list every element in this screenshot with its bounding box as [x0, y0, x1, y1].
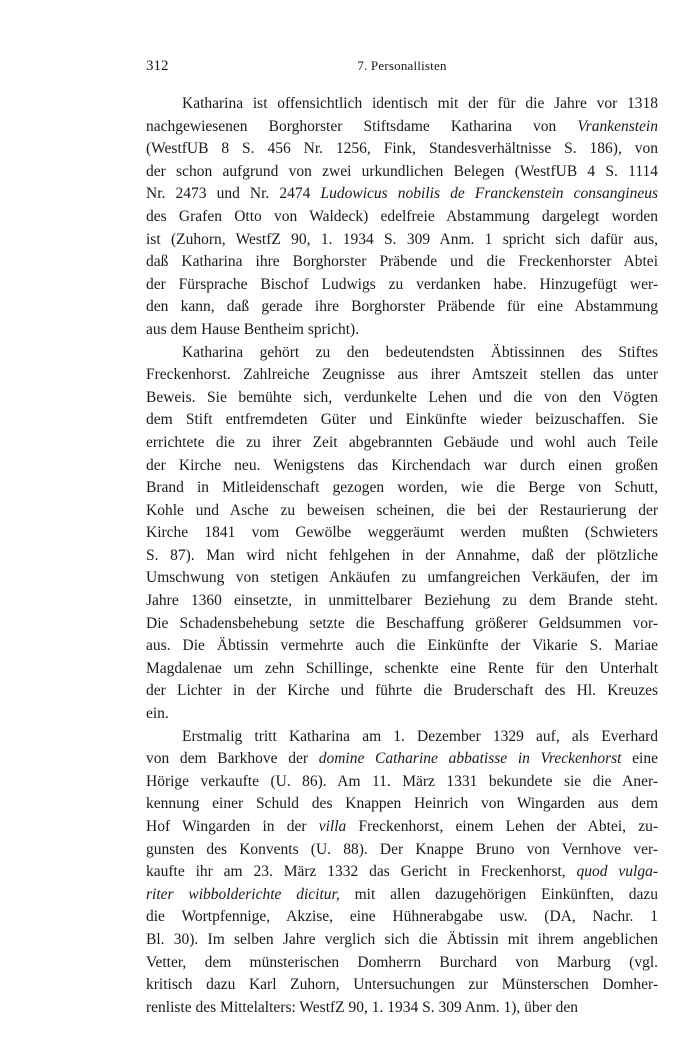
page-number: 312	[146, 58, 169, 74]
text-line	[146, 455, 658, 478]
text-line	[146, 342, 658, 365]
text-segment: aus dem Hause Bentheim spricht).	[146, 320, 360, 338]
text-segment: daß Katharina ihre Borghorster Präbende und die Freckenhorster Abtei	[146, 253, 658, 271]
text-segment: den kann, daß gerade ihre Borghorster Präbende für eine Abstammung	[146, 298, 658, 316]
text-segment: Katharina gehört zu den bedeutendsten Äbtissinnen des Stiftes	[182, 343, 658, 361]
text-segment: S. 87). Man wird nicht fehlgehen in der Annahme, daß der plötzliche	[146, 546, 658, 564]
paragraph	[146, 93, 658, 342]
italic-text: Ludowicus nobilis de Franckenstein consangineus	[320, 185, 658, 203]
text-segment: Kohle und Asche zu beweisen scheinen, die bei der Restaurierung der	[146, 501, 658, 519]
text-line	[146, 477, 658, 500]
italic-text: riter wibbolderichte dicitur,	[146, 885, 340, 903]
text-line	[146, 997, 658, 1020]
text-segment: der Lichter in der Kirche und führte die Bruderschaft des Hl. Kreuzes	[146, 682, 658, 700]
text-line	[146, 680, 658, 703]
text-line	[146, 974, 658, 997]
text-line	[146, 567, 658, 590]
text-segment: der schon aufgrund von zwei urkundlichen Belegen (WestfUB 4 S. 1114	[146, 162, 658, 180]
text-segment: Hörige verkaufte (U. 86). Am 11. März 1331 bekundete sie die Aner-	[146, 772, 658, 790]
text-line	[146, 183, 658, 206]
text-segment: ist (Zuhorn, WestfZ 90, 1. 1934 S. 309 Anm. 1 spricht sich dafür aus,	[146, 230, 658, 248]
text-segment: Katharina ist offensichtlich identisch mit der für die Jahre vor 1318	[182, 95, 658, 112]
text-segment: Hof Wingarden in der	[146, 818, 319, 835]
text-line	[146, 432, 658, 455]
text-segment: kennung einer Schuld des Knappen Heinrich von Wingarden aus dem	[146, 795, 658, 813]
text-segment: dem Stift entfremdeten Güter und Einkünfte wieder beizuschaffen. Sie	[146, 411, 658, 429]
body-text	[146, 93, 658, 1019]
text-line	[146, 319, 658, 342]
text-segment: eine	[621, 750, 658, 768]
text-line	[146, 771, 658, 794]
text-line	[146, 364, 658, 387]
text-segment: renliste des Mittelalters: WestfZ 90, 1. 1934 S. 309 Anm. 1), über den	[146, 998, 578, 1016]
text-segment: nachgewiesenen Borghorster Stiftsdame Katharina von	[146, 117, 578, 135]
text-segment: die Wortpfennige, Akzise, eine Hühnerabgabe usw. (DA, Nachr. 1	[146, 908, 658, 926]
text-line	[146, 138, 658, 161]
text-line	[146, 387, 658, 410]
text-segment: (WestfUB 8 S. 456 Nr. 1256, Fink, Standesverhältnisse S. 186), von	[146, 140, 658, 158]
text-segment: Kirche 1841 vom Gewölbe weggeräumt werden mußten (Schwieters	[146, 524, 658, 542]
text-line	[146, 274, 658, 297]
text-line	[146, 839, 658, 862]
text-line	[146, 229, 658, 252]
text-line	[146, 748, 658, 771]
text-line	[146, 251, 658, 274]
text-segment: Beweis. Sie bemühte sich, verdunkelte Lehen und die von den Vögten	[146, 388, 658, 406]
text-line	[146, 658, 658, 681]
text-line	[146, 296, 658, 319]
text-segment: von dem Barkhove der	[146, 750, 319, 768]
text-segment: Magdalenae um zehn Schillinge, schenkte eine Rente für den Unterhalt	[146, 659, 658, 677]
text-segment: der Fürsprache Bischof Ludwigs zu verdanken habe. Hinzugefügt wer-	[146, 275, 658, 293]
text-segment: gunsten des Konvents (U. 88). Der Knappe Bruno von Vernhove ver-	[146, 840, 658, 858]
page-header	[146, 56, 658, 76]
italic-text: quod vulga-	[576, 863, 658, 881]
text-segment: aus. Die Äbtissin vermehrte auch die Einkünfte der Vikarie S. Mariae	[146, 637, 658, 655]
text-segment: mit allen dazugehörigen Einkünften, dazu	[339, 885, 658, 903]
text-segment: des Grafen Otto von Waldeck) edelfreie Abstammung dargelegt worden	[146, 207, 658, 225]
paragraph	[146, 726, 658, 1020]
text-segment: Vetter, dem münsterischen Domherrn Burchard von Marburg (vgl.	[146, 953, 658, 971]
text-line	[146, 93, 658, 116]
text-segment: Freckenhorst. Zahlreiche Zeugnisse aus ihrer Amtszeit stellen das unter	[146, 366, 658, 384]
text-segment: Nr. 2473 und Nr. 2474	[146, 185, 321, 203]
text-line	[146, 816, 658, 839]
text-line	[146, 703, 658, 726]
text-line	[146, 590, 658, 613]
italic-text: domine Catharine abbatisse in Vreckenhorst	[318, 750, 622, 768]
text-line	[146, 613, 658, 636]
text-line	[146, 500, 658, 523]
text-line	[146, 884, 658, 907]
text-line	[146, 522, 658, 545]
text-line	[146, 952, 658, 975]
italic-text: villa	[318, 818, 347, 835]
running-head: 7. Personallisten	[357, 58, 447, 73]
text-segment: ein.	[146, 705, 169, 723]
text-line	[146, 116, 658, 139]
text-segment: Die Schadensbehebung setzte die Beschaffung größerer Geldsummen vor-	[146, 614, 658, 632]
text-line	[146, 635, 658, 658]
text-segment: Bl. 30). Im selben Jahre verglich sich die Äbtissin mit ihrem angeblichen	[146, 930, 658, 948]
text-line	[146, 545, 658, 568]
text-segment: Jahre 1360 einsetzte, in unmittelbarer Beziehung zu dem Brande steht.	[146, 592, 658, 610]
text-segment: Freckenhorst, einem Lehen der Abtei, zu-	[346, 818, 658, 835]
paragraph	[146, 342, 658, 726]
text-segment: errichtete die zu ihrer Zeit abgebrannten Gebäude und wohl auch Teile	[146, 433, 658, 451]
text-line	[146, 793, 658, 816]
text-segment: kaufte ihr am 23. März 1332 das Gericht in Freckenhorst,	[146, 863, 577, 881]
text-line	[146, 861, 658, 884]
text-segment: Erstmalig tritt Katharina am 1. Dezember 1329 auf, als Everhard	[182, 727, 658, 745]
italic-text: Vrankenstein	[577, 117, 658, 135]
text-line	[146, 409, 658, 432]
text-line	[146, 929, 658, 952]
text-segment: der Kirche neu. Wenigstens das Kirchendach war durch einen großen	[146, 456, 658, 474]
text-line	[146, 206, 658, 229]
text-segment: Umschwung von stetigen Ankäufen zu umfangreichen Verkäufen, der im	[146, 569, 658, 587]
text-segment: Brand in Mitleidenschaft gezogen worden, wie die Berge von Schutt,	[146, 479, 658, 497]
text-line	[146, 726, 658, 749]
text-segment: kritisch dazu Karl Zuhorn, Untersuchungen zur Münsterschen Domher-	[146, 976, 658, 994]
text-line	[146, 161, 658, 184]
text-line	[146, 906, 658, 929]
